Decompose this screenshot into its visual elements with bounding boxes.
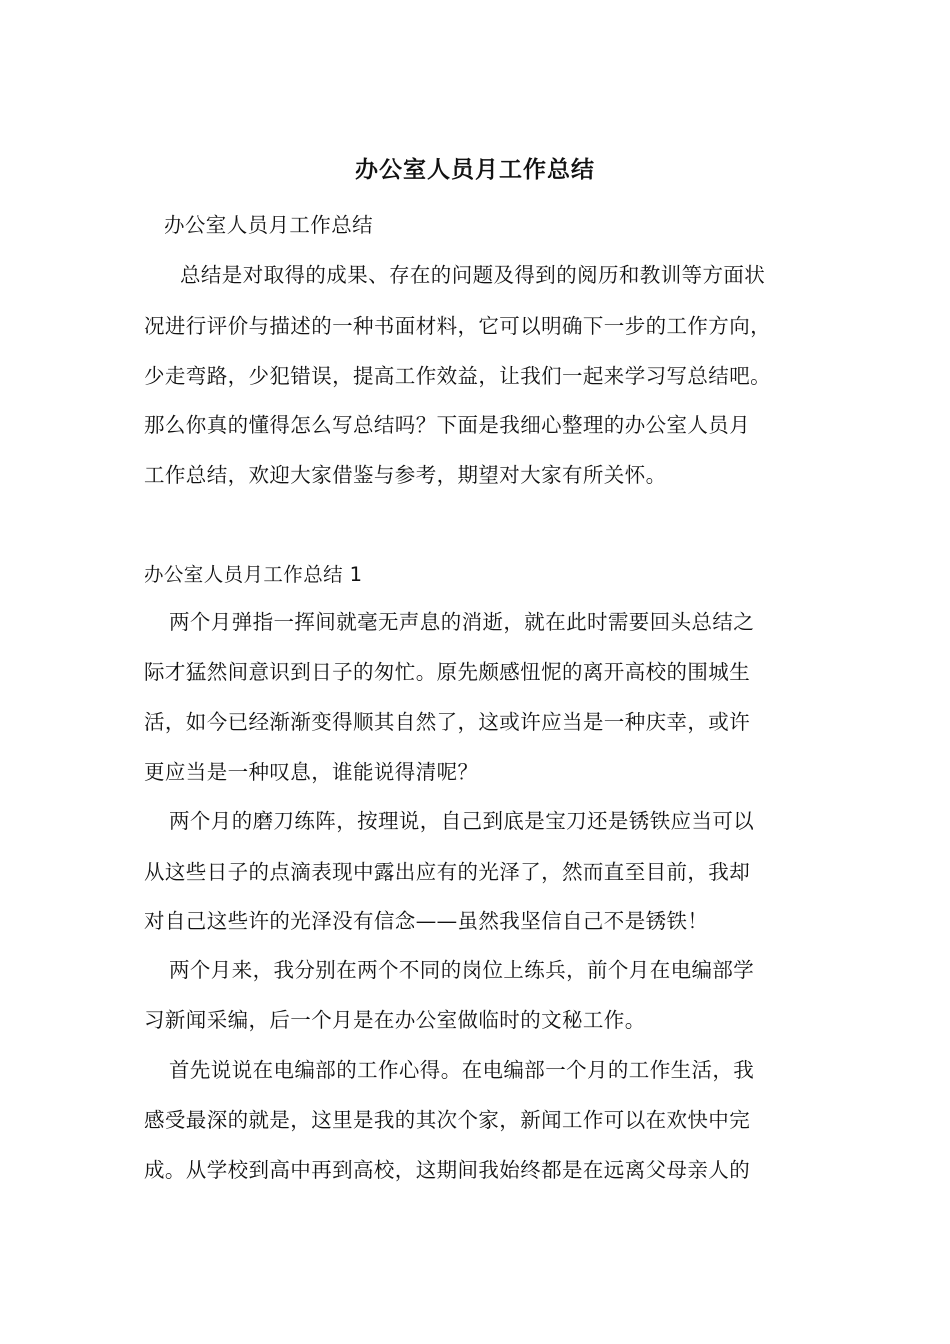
document-subtitle: 办公室人员月工作总结 — [164, 213, 373, 237]
body-line: 对自己这些许的光泽没有信念——虽然我坚信自己不是锈铁！ — [144, 909, 709, 933]
body-line: 两个月来，我分别在两个不同的岗位上练兵，前个月在电编部学 — [169, 958, 755, 982]
body-line: 两个月弹指一挥间就毫无声息的消逝，就在此时需要回头总结之 — [169, 610, 755, 634]
body-line: 两个月的磨刀练阵，按理说，自己到底是宝刀还是锈铁应当可以 — [169, 809, 755, 833]
body-line: 首先说说在电编部的工作心得。在电编部一个月的工作生活，我 — [169, 1058, 755, 1082]
body-line: 习新闻采编，后一个月是在办公室做临时的文秘工作。 — [144, 1008, 646, 1032]
section-heading: 办公室人员月工作总结 1 — [144, 563, 363, 586]
body-line: 从这些日子的点滴表现中露出应有的光泽了，然而直至目前，我却 — [144, 860, 751, 884]
body-line: 成。从学校到高中再到高校，这期间我始终都是在远离父母亲人的 — [144, 1158, 751, 1182]
intro-line: 少走弯路，少犯错误，提高工作效益，让我们一起来学习写总结吧。 — [144, 364, 771, 388]
body-line: 活，如今已经渐渐变得顺其自然了，这或许应当是一种庆幸，或许 — [144, 710, 751, 734]
intro-line: 总结是对取得的成果、存在的问题及得到的阅历和教训等方面状 — [180, 263, 766, 287]
body-line: 更应当是一种叹息，谁能说得清呢？ — [144, 760, 479, 784]
intro-line: 那么你真的懂得怎么写总结吗？下面是我细心整理的办公室人员月 — [144, 413, 751, 437]
body-line: 际才猛然间意识到日子的匆忙。原先颇感忸怩的离开高校的围城生 — [144, 660, 751, 684]
body-line: 感受最深的就是，这里是我的其次个家，新闻工作可以在欢快中完 — [144, 1108, 751, 1132]
intro-line: 况进行评价与描述的一种书面材料，它可以明确下一步的工作方向， — [144, 314, 771, 338]
intro-line: 工作总结，欢迎大家借鉴与参考，期望对大家有所关怀。 — [144, 463, 667, 487]
document-title: 办公室人员月工作总结 — [355, 156, 595, 183]
